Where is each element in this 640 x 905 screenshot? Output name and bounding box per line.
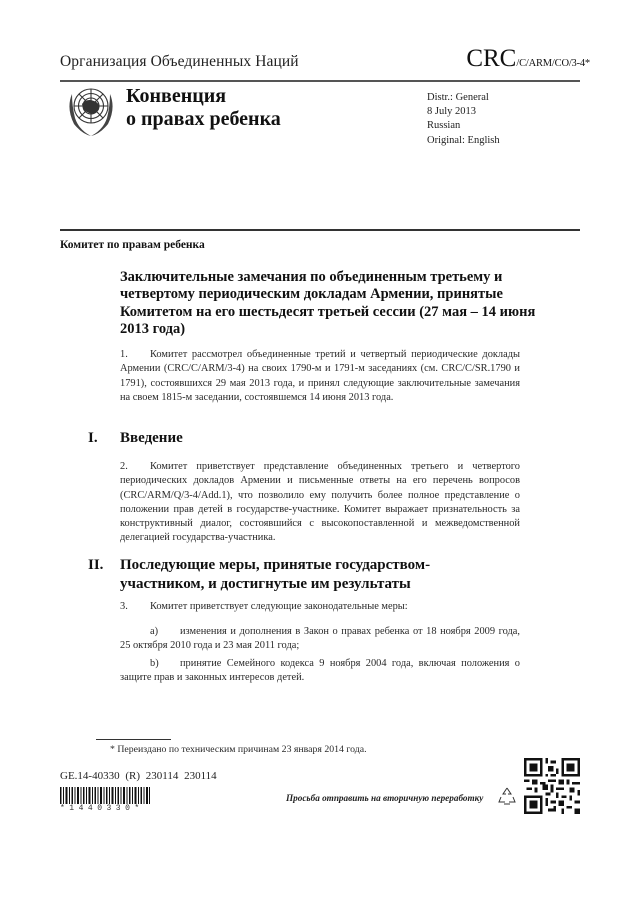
document-title: Заключительные замечания по объединенным третьему и четвертому периодическим докладам Армении, принятые Комитетом на его шестьдесят третьей сессии (27 мая – 14 июня 2013 года) — [120, 269, 536, 337]
convention-line-2: о правах ребенка — [126, 108, 281, 130]
item-letter: b) — [150, 658, 159, 669]
footnote-rule — [96, 739, 171, 740]
paragraph-number: 2. — [120, 461, 128, 472]
distr-date: 8 July 2013 — [427, 106, 477, 118]
convention-line-1: Конвенция — [126, 85, 227, 107]
barcode-icon — [60, 787, 150, 804]
paragraph-text: Комитет приветствует следующие законодательные меры: — [150, 601, 408, 612]
organization-name: Организация Объединенных Наций — [60, 53, 299, 70]
qr-code-icon — [524, 758, 580, 814]
symbol-sub: /C/ARM/CO/3-4* — [516, 58, 590, 69]
item-text: изменения и дополнения в Закон о правах ребенка от 18 ноября 2009 года, 25 октября 2010 года и 23 мая 2011 года; — [120, 626, 520, 652]
symbol-main: CRC — [466, 45, 517, 72]
paragraph-number: 1. — [120, 349, 128, 360]
distr-original: Original: English — [427, 134, 500, 146]
paragraph-3b — [120, 657, 520, 686]
section-number: II. — [88, 557, 104, 573]
section-title: Введение — [120, 430, 183, 446]
section-title: Последующие меры, принятые государством-участником, и достигнутые им результаты — [120, 557, 431, 592]
section-heading-2 — [88, 556, 480, 593]
document-symbol — [466, 45, 590, 73]
paragraph-3a — [120, 625, 520, 654]
footnote: * Переиздано по техническим причинам 23 января 2014 года. — [110, 744, 367, 755]
distribution-block — [427, 91, 500, 148]
item-letter: a) — [150, 626, 159, 637]
distr-language: Russian — [427, 120, 461, 132]
paragraph-number: 3. — [120, 601, 128, 612]
paragraph-2 — [120, 460, 520, 546]
item-text: принятие Семейного кодекса 9 ноября 2004 года, включая положения о защите прав и законных интересов детей. — [120, 658, 520, 684]
section-heading-1 — [88, 430, 183, 447]
paragraph-1 — [120, 348, 520, 405]
un-emblem-icon — [64, 80, 118, 138]
header-rule — [60, 80, 580, 82]
recycle-text: Просьба отправить на вторичную переработку — [286, 793, 484, 803]
section-number: I. — [88, 430, 98, 446]
paragraph-3 — [120, 600, 520, 614]
job-number: GE.14-40330 (R) 230114 230114 — [60, 770, 217, 782]
section-rule — [60, 229, 580, 231]
barcode-number: *1440330* — [60, 804, 144, 813]
paragraph-text: Комитет приветствует представление объединенных третьего и четвертого периодических докладов Армении и письменные ответы на его перечень вопросов (CRC/ARM/Q/3-4/Add.1), что позволило ему получить более полное представление о положении прав детей в государстве-участнике. Комитет выражает признательность за конструктивный диалог, состоявшийся с высокопоставленной и межведомственной делегацией государства-участника. — [120, 461, 520, 544]
paragraph-text: Комитет рассмотрел объединенные третий и четвертый периодические доклады Армении (CRC/C/ARM/3-4) на своих 1790-м и 1791-м заседаниях (см. CRC/C/SR.1790 и 1791), состоявшихся 29 мая 2013 года, и принял следующие заключительные замечания на своем 1815-м заседании, состоявшемся 14 июня 2013 года. — [120, 349, 520, 403]
recycle-icon — [498, 786, 516, 806]
convention-title — [126, 85, 281, 131]
distr-label: Distr.: General — [427, 92, 489, 103]
committee-name: Комитет по правам ребенка — [60, 239, 205, 251]
